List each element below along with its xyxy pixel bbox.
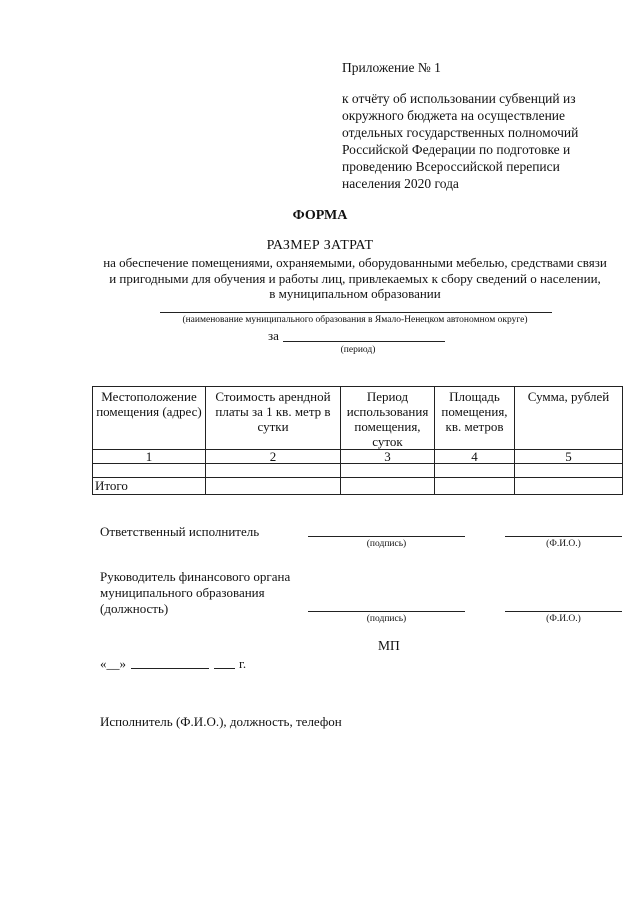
column-number: 2 (206, 450, 341, 464)
appendix-description (342, 90, 592, 192)
appendix-title: Приложение № 1 (342, 60, 441, 75)
municipality-name-line[interactable] (160, 312, 552, 313)
head-label (100, 569, 290, 617)
header-rent-cost: Стоимость арендной платы за 1 кв. метр в сутки (206, 387, 341, 450)
table-cell[interactable] (341, 464, 435, 478)
table-cell[interactable] (206, 464, 341, 478)
appendix-line: проведению Всероссийской переписи (342, 159, 560, 174)
responsible-signature-caption: (подпись) (366, 539, 407, 549)
document-subtitle (90, 255, 620, 302)
table-cell[interactable] (515, 478, 623, 495)
table-cell[interactable] (93, 464, 206, 478)
appendix-line: Российской Федерации по подготовке и (342, 142, 571, 157)
column-number: 3 (341, 450, 435, 464)
table-total-row (93, 478, 623, 495)
table-row (93, 464, 623, 478)
head-label-line: (должность) (100, 601, 169, 616)
responsible-label: Ответственный исполнитель (100, 524, 260, 539)
period-prefix: за (268, 328, 279, 343)
table-cell[interactable] (435, 464, 515, 478)
table-column-numbers (93, 450, 623, 464)
table-cell[interactable] (341, 478, 435, 495)
table-cell[interactable] (435, 478, 515, 495)
column-number: 1 (93, 450, 206, 464)
table-header-row (93, 387, 623, 450)
appendix-line: к отчёту об использовании субвенций из (342, 91, 576, 106)
head-label-line: муниципального образования (100, 585, 265, 600)
subtitle-line: и пригодными для обучения и работы лиц, привлекаемых к сбору сведений о населении, (109, 270, 601, 286)
head-name-caption: (Ф.И.О.) (546, 614, 581, 624)
appendix-line: населения 2020 года (342, 176, 459, 191)
header-area: Площадь помещения, кв. метров (435, 387, 515, 450)
form-label: ФОРМА (292, 208, 348, 223)
subtitle-line: в муниципальном образовании (269, 286, 441, 301)
column-number: 5 (515, 450, 623, 464)
header-sum: Сумма, рублей (515, 387, 623, 450)
period-line[interactable] (283, 341, 445, 342)
responsible-name-caption: (Ф.И.О.) (546, 539, 581, 549)
appendix-line: окружного бюджета на осуществление (342, 108, 566, 123)
head-label-line: Руководитель финансового органа (100, 569, 291, 584)
header-location: Местоположение помещения (адрес) (93, 387, 206, 450)
period-caption: (период) (340, 345, 376, 355)
column-number: 4 (435, 450, 515, 464)
head-signature-caption: (подпись) (366, 614, 407, 624)
cost-table (92, 386, 623, 495)
table-cell[interactable] (206, 478, 341, 495)
date-year-line[interactable] (214, 668, 235, 669)
head-name-line[interactable] (505, 611, 622, 612)
responsible-name-line[interactable] (505, 536, 622, 537)
header-period: Период использования помещения, суток (341, 387, 435, 450)
table-cell[interactable] (515, 464, 623, 478)
appendix-line: отдельных государственных полномочий (342, 125, 579, 140)
total-label: Итого (93, 478, 206, 495)
head-signature-line[interactable] (308, 611, 465, 612)
seal-mark: МП (378, 638, 400, 653)
executor-line: Исполнитель (Ф.И.О.), должность, телефон (100, 714, 342, 729)
document-title: РАЗМЕР ЗАТРАТ (266, 238, 374, 253)
date-day[interactable]: «__» (100, 656, 126, 671)
responsible-signature-line[interactable] (308, 536, 465, 537)
municipality-caption: (наименование муниципального образования в Ямало-Ненецком автономном округе) (182, 315, 528, 325)
date-month-line[interactable] (131, 668, 209, 669)
date-year-suffix: г. (239, 656, 247, 671)
subtitle-line: на обеспечение помещениями, охраняемыми, оборудованными мебелью, средствами связи (103, 255, 607, 270)
